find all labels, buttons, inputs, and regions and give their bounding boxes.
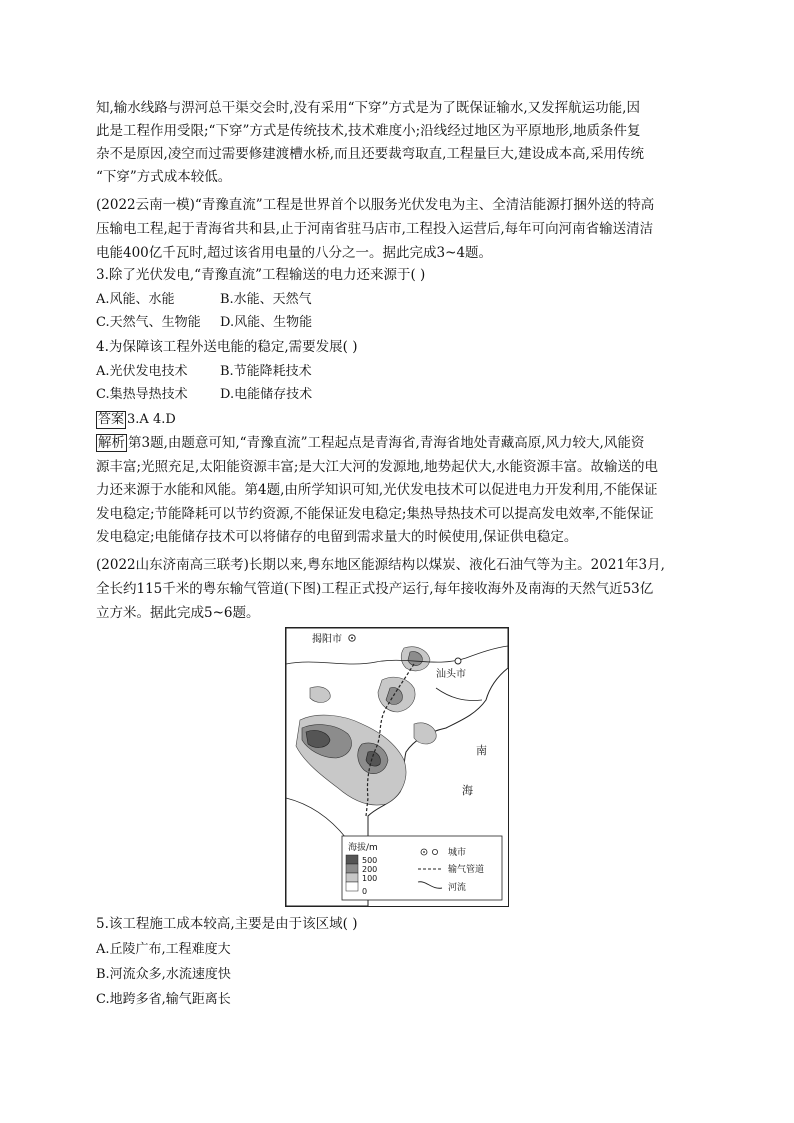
intro-line: 此是工程作用受限;“下穿”方式是传统技术,技术难度小;沿线经过地区为平原地形,地质条件复: [96, 123, 641, 139]
question-stem: 3.除了光伏发电,“青豫直流”工程输送的电力还来源于( ): [96, 267, 426, 283]
option-b: B.水能、天然气: [220, 291, 312, 307]
passage-line: 压输电工程,起于青海省共和县,止于河南省驻马店市,工程投入运营后,每年可向河南省输送清洁: [96, 221, 654, 237]
city-label-shantou: 汕头市: [436, 669, 466, 680]
legend-value-500: 500: [362, 856, 378, 865]
question-5: [96, 912, 358, 1012]
option-row: [96, 288, 425, 312]
passage-line: 电能400亿千瓦时,超过该省用电量的八分之一。据此完成3~4题。: [96, 245, 493, 261]
map-svg: [286, 628, 508, 906]
question-stem: 4.为保障该工程外送电能的稳定,需要发展( ): [96, 339, 358, 355]
intro-line: 杂不是原因,凌空而过需要修建渡槽水桥,而且还要裁弯取直,工程量巨大,建设成本高,采用传统: [96, 146, 644, 162]
sea-label-hai: 海: [462, 784, 473, 797]
city-label-jieyang: 揭阳市: [312, 634, 342, 645]
legend-river-label: 河流: [448, 883, 467, 893]
passage-line: (2022山东济南高三联考)长期以来,粤东地区能源结构以煤炭、液化石油气等为主。2021年3月,: [96, 557, 665, 573]
intro-line: “下穿”方式成本较低。: [96, 169, 232, 185]
option-c: C.地跨多省,输气距离长: [96, 992, 231, 1007]
analysis-line: 第3题,由题意可知,“青豫直流”工程起点是青海省,青海省地处青藏高原,风力较大,风能资: [128, 435, 645, 451]
option-row: [96, 383, 358, 407]
legend-pipeline-label: 输气管道: [448, 865, 485, 875]
legend-value-100: 100: [362, 874, 378, 883]
sea-label-nan: 南: [476, 744, 487, 757]
option-a: A.丘陵广布,工程难度大: [96, 942, 231, 957]
question-stem: 5.该工程施工成本较高,主要是由于该区域( ): [96, 916, 358, 932]
question-4: [96, 336, 358, 407]
option-c: C.天然气、生物能: [96, 315, 201, 330]
analysis-paragraph: [96, 432, 698, 550]
option-row: [96, 360, 358, 384]
city-marker-jieyang: [349, 635, 355, 641]
map-legend: [342, 836, 502, 900]
option-b: B.节能降耗技术: [220, 363, 312, 379]
legend-swatch-500: [346, 855, 358, 864]
option-b: B.河流众多,水流速度快: [96, 967, 231, 982]
city-marker-shantou: [455, 658, 461, 664]
passage-2: [96, 553, 698, 625]
legend-elevation-title: 海拔/m: [348, 843, 378, 853]
legend-swatch-200: [346, 864, 358, 873]
passage-1: [96, 193, 698, 265]
passage-line: (2022云南一模)“青豫直流”工程是世界首个以服务光伏发电为主、全清洁能源打捆外送的特高: [96, 197, 655, 213]
option-a: A.光伏发电技术: [96, 363, 188, 379]
analysis-line: 力还来源于水能和风能。第4题,由所学知识可知,光伏发电技术可以促进电力开发利用,不能保证: [96, 482, 658, 499]
option-d: D.风能、生物能: [220, 315, 313, 330]
legend-swatch-0: [346, 882, 358, 891]
legend-swatch-100: [346, 873, 358, 882]
analysis-line: 源丰富;光照充足,太阳能资源丰富;是大江大河的发源地,地势起伏大,水能资源丰富。故输送的电: [96, 458, 658, 475]
option-a: A.风能、水能: [96, 291, 175, 307]
answer-tag: 答案: [98, 412, 125, 427]
passage-line: 全长约115千米的粤东输气管道(下图)工程正式投产运行,每年接收海外及南海的天然气近53亿: [96, 581, 654, 597]
option-c: C.集热导热技术: [96, 387, 188, 402]
answer-line: [96, 408, 176, 432]
legend-value-0: 0: [362, 887, 368, 896]
legend-value-200: 200: [362, 865, 378, 874]
answer-text: 3.A 4.D: [127, 412, 176, 427]
question-3: [96, 264, 425, 335]
option-row: [96, 311, 425, 335]
intro-line: 知,输水线路与淠河总干渠交会时,没有采用“下穿”方式是为了既保证输水,又发挥航运功能,因: [96, 100, 640, 116]
option-d: D.电能储存技术: [220, 387, 313, 402]
pipeline-map: [285, 627, 509, 907]
legend-city-label: 城市: [448, 848, 467, 858]
analysis-line: 发电稳定;节能降耗可以节约资源,不能保证发电稳定;集热导热技术可以提高发电效率,不能保证: [96, 505, 654, 522]
passage-line: 立方米。据此完成5~6题。: [96, 605, 260, 621]
intro-paragraph: [96, 97, 698, 189]
analysis-line: 发电稳定;电能储存技术可以将储存的电留到需求量大的时候使用,保证供电稳定。: [96, 529, 578, 546]
analysis-tag: 解析: [98, 435, 125, 451]
